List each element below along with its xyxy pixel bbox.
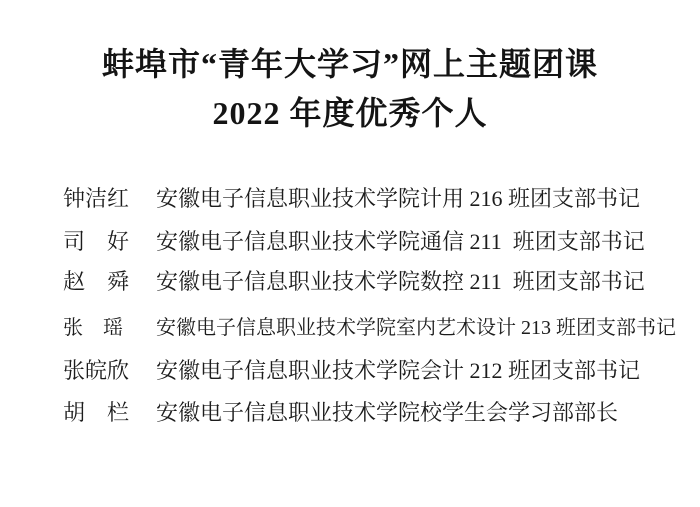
recipient-name: 钟洁红	[63, 186, 130, 211]
recipient-name: 司 好	[63, 229, 130, 254]
document-page	[0, 40, 700, 507]
recipient-list	[63, 186, 676, 425]
title-line-2: 2022 年度优秀个人	[212, 95, 488, 131]
recipient-row	[63, 402, 660, 424]
recipient-affiliation: 安徽电子信息职业技术学院室内艺术设计 213 班团支部书记	[156, 317, 676, 339]
recipient-name: 胡 栏	[63, 400, 130, 425]
recipient-affiliation: 安徽电子信息职业技术学院数控 211 班团支部书记	[156, 269, 645, 294]
recipient-row	[63, 317, 676, 339]
recipient-row	[63, 271, 660, 293]
recipient-affiliation: 安徽电子信息职业技术学院计用 216 班团支部书记	[156, 186, 641, 211]
recipient-affiliation: 安徽电子信息职业技术学院会计 212 班团支部书记	[156, 358, 641, 383]
document-title	[0, 40, 700, 138]
recipient-name: 张皖欣	[63, 358, 130, 383]
recipient-row	[63, 360, 660, 382]
recipient-row	[63, 231, 660, 253]
recipient-name: 张 瑶	[63, 317, 123, 339]
recipient-affiliation: 安徽电子信息职业技术学院通信 211 班团支部书记	[156, 229, 645, 254]
title-line-1: 蚌埠市“青年大学习”网上主题团课	[101, 46, 598, 82]
recipient-row	[63, 188, 660, 210]
recipient-name: 赵 舜	[63, 269, 130, 294]
recipient-affiliation: 安徽电子信息职业技术学院校学生会学习部部长	[156, 400, 619, 425]
